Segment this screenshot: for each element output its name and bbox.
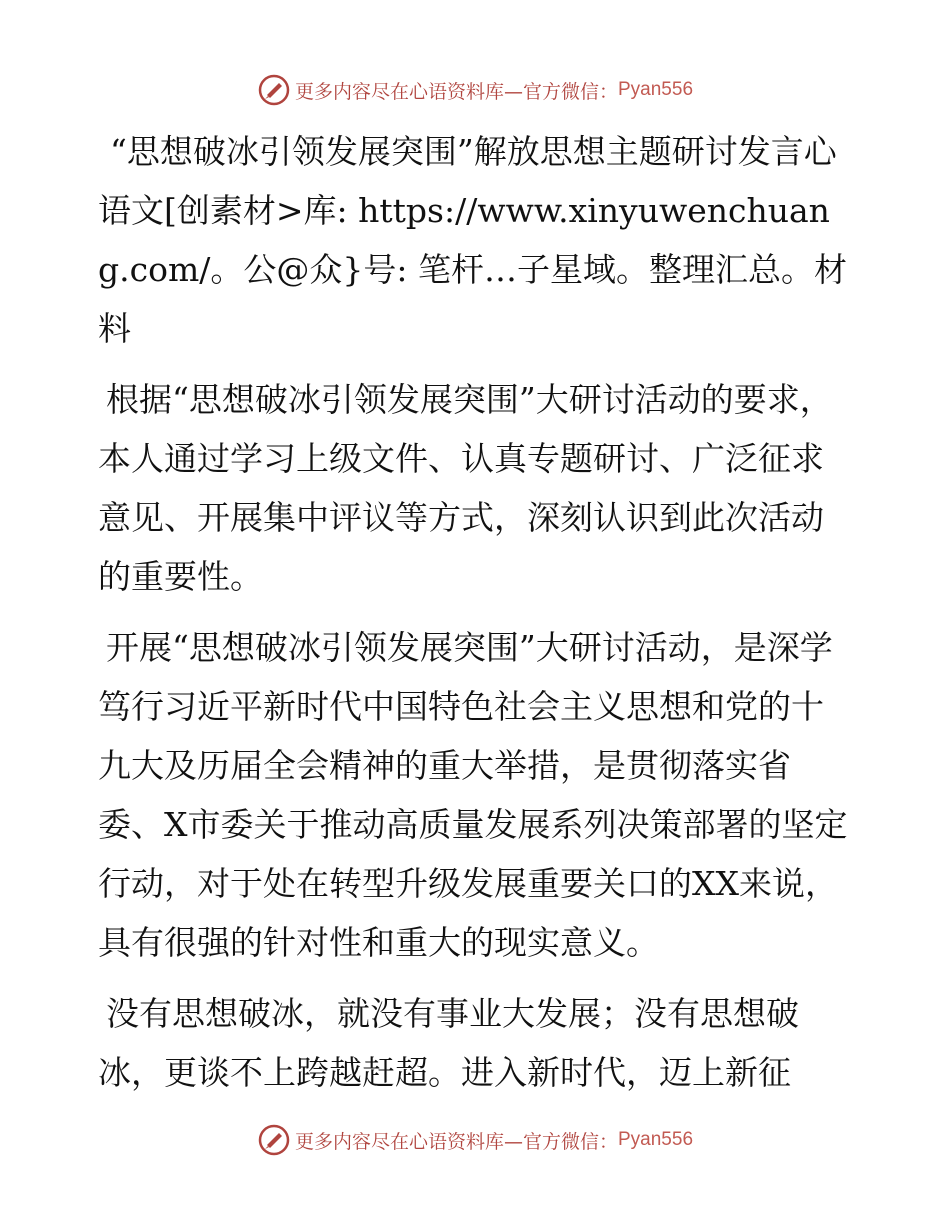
document-body [98, 122, 850, 1114]
header-banner-main-text: 更多内容尽在心语资料库 [294, 80, 504, 103]
footer-banner-wechat-id: Pyan556 [618, 1129, 694, 1150]
header-banner-wechat-id: Pyan556 [618, 79, 694, 100]
paragraph: 没有思想破冰，就没有事业大发展；没有思想破冰，更谈不上跨越赶超。进入新时代，迈上新征 [98, 994, 799, 1092]
seal-logo-icon [257, 73, 291, 107]
header-banner-sub-text: —官方微信： [503, 80, 618, 103]
footer-banner-main-text: 更多内容尽在心语资料库 [294, 1130, 504, 1153]
header-banner [0, 70, 950, 110]
footer-banner-sub-text: —官方微信： [503, 1130, 618, 1153]
paragraph: 根据“思想破冰引领发展突围”大研讨活动的要求，本人通过学习上级文件、认真专题研讨、广泛征求意见、开展集中评议等方式，深刻认识到此次活动的重要性。 [98, 380, 833, 596]
paragraph: 开展“思想破冰引领发展突围”大研讨活动，是深学笃行习近平新时代中国特色社会主义思想和党的十九大及历届全会精神的重大举措，是贯彻落实省委、X市委关于推动高质量发展系列决策部署的坚定行动，对于处在转型升级发展重要关口的XX来说，具有很强的针对性和重大的现实意义。 [98, 628, 848, 962]
paragraph-title: “思想破冰引领发展突围”解放思想主题研讨发言心语文[创素材>库: https://www.xinyuwenchuang.com/。公@众}号: 笔杆…子星域。整理汇总。材料 [98, 132, 847, 348]
seal-logo-icon [257, 1123, 291, 1157]
footer-banner [0, 1120, 950, 1160]
